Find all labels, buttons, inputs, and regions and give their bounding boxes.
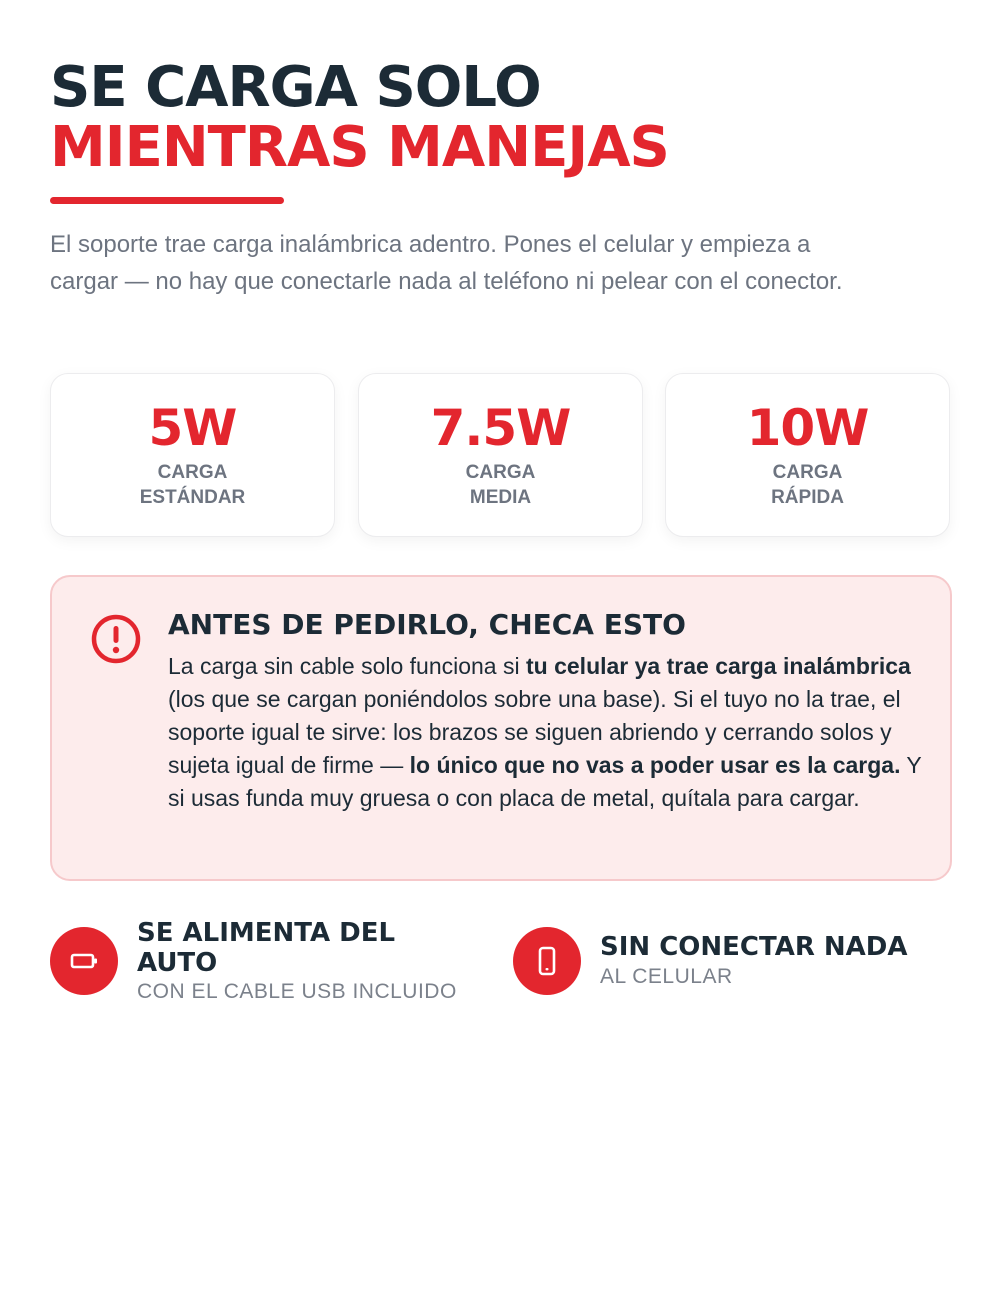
feature-subtitle: CON EL CABLE USB INCLUIDO — [137, 980, 457, 1003]
stat-card-7-5w — [358, 373, 643, 537]
warning-text-part-1: La carga sin cable solo funciona si — [168, 653, 526, 679]
stat-label-line-1: CARGA — [772, 462, 843, 483]
feature-car-power — [50, 918, 500, 1018]
feature-title: SE ALIMENTA DEL AUTO — [137, 918, 396, 978]
warning-text-part-2: (los que se cargan poniéndolos sobre una base). Si el tuyo no la trae, el soporte igual te sirve: los brazos se siguen abriendo y cerrando solos y sujeta igual de firme — — [168, 686, 901, 778]
stat-value: 10W — [746, 399, 869, 457]
feature-no-connection — [513, 918, 953, 1018]
stat-label-line-2: MEDIA — [469, 487, 532, 508]
title-line-2: MIENTRAS MANEJAS — [50, 115, 669, 180]
stat-card-10w — [665, 373, 950, 537]
title-underline — [50, 197, 284, 204]
stat-label — [666, 460, 949, 510]
stat-card-5w — [50, 373, 335, 537]
stat-label-line-2: ESTÁNDAR — [139, 487, 246, 508]
stat-label-line-1: CARGA — [465, 462, 536, 483]
stat-label-line-1: CARGA — [157, 462, 228, 483]
feature-title: SIN CONECTAR NADA — [600, 932, 908, 962]
feature-subtitle: AL CELULAR — [600, 965, 733, 988]
battery-icon — [68, 945, 100, 977]
page-title — [50, 55, 669, 180]
stat-label — [51, 460, 334, 510]
warning-box — [50, 575, 952, 881]
stat-value: 7.5W — [430, 399, 571, 457]
smartphone-icon — [531, 945, 563, 977]
feature-icon-circle — [513, 927, 581, 995]
warning-title: ANTES DE PEDIRLO, CHECA ESTO — [168, 608, 686, 641]
warning-text-bold-2: lo único que no vas a poder usar es la carga. — [409, 752, 901, 778]
stat-label — [359, 460, 642, 510]
feature-icon-circle — [50, 927, 118, 995]
alert-circle-icon — [90, 613, 142, 665]
stat-value: 5W — [148, 399, 237, 457]
intro-text: El soporte trae carga inalámbrica adentro. Pones el celular y empieza a cargar — no hay que conectarle nada al teléfono ni pelear con el conector. — [50, 231, 843, 295]
warning-text-part-3: Y si usas funda muy gruesa o con placa de metal, quítala para cargar. — [168, 752, 922, 811]
wattage-stats — [50, 373, 950, 537]
title-line-1: SE CARGA SOLO — [50, 55, 541, 120]
warning-text-bold-1: tu celular ya trae carga inalámbrica — [526, 653, 911, 679]
stat-label-line-2: RÁPIDA — [771, 487, 844, 508]
warning-text — [168, 650, 928, 815]
